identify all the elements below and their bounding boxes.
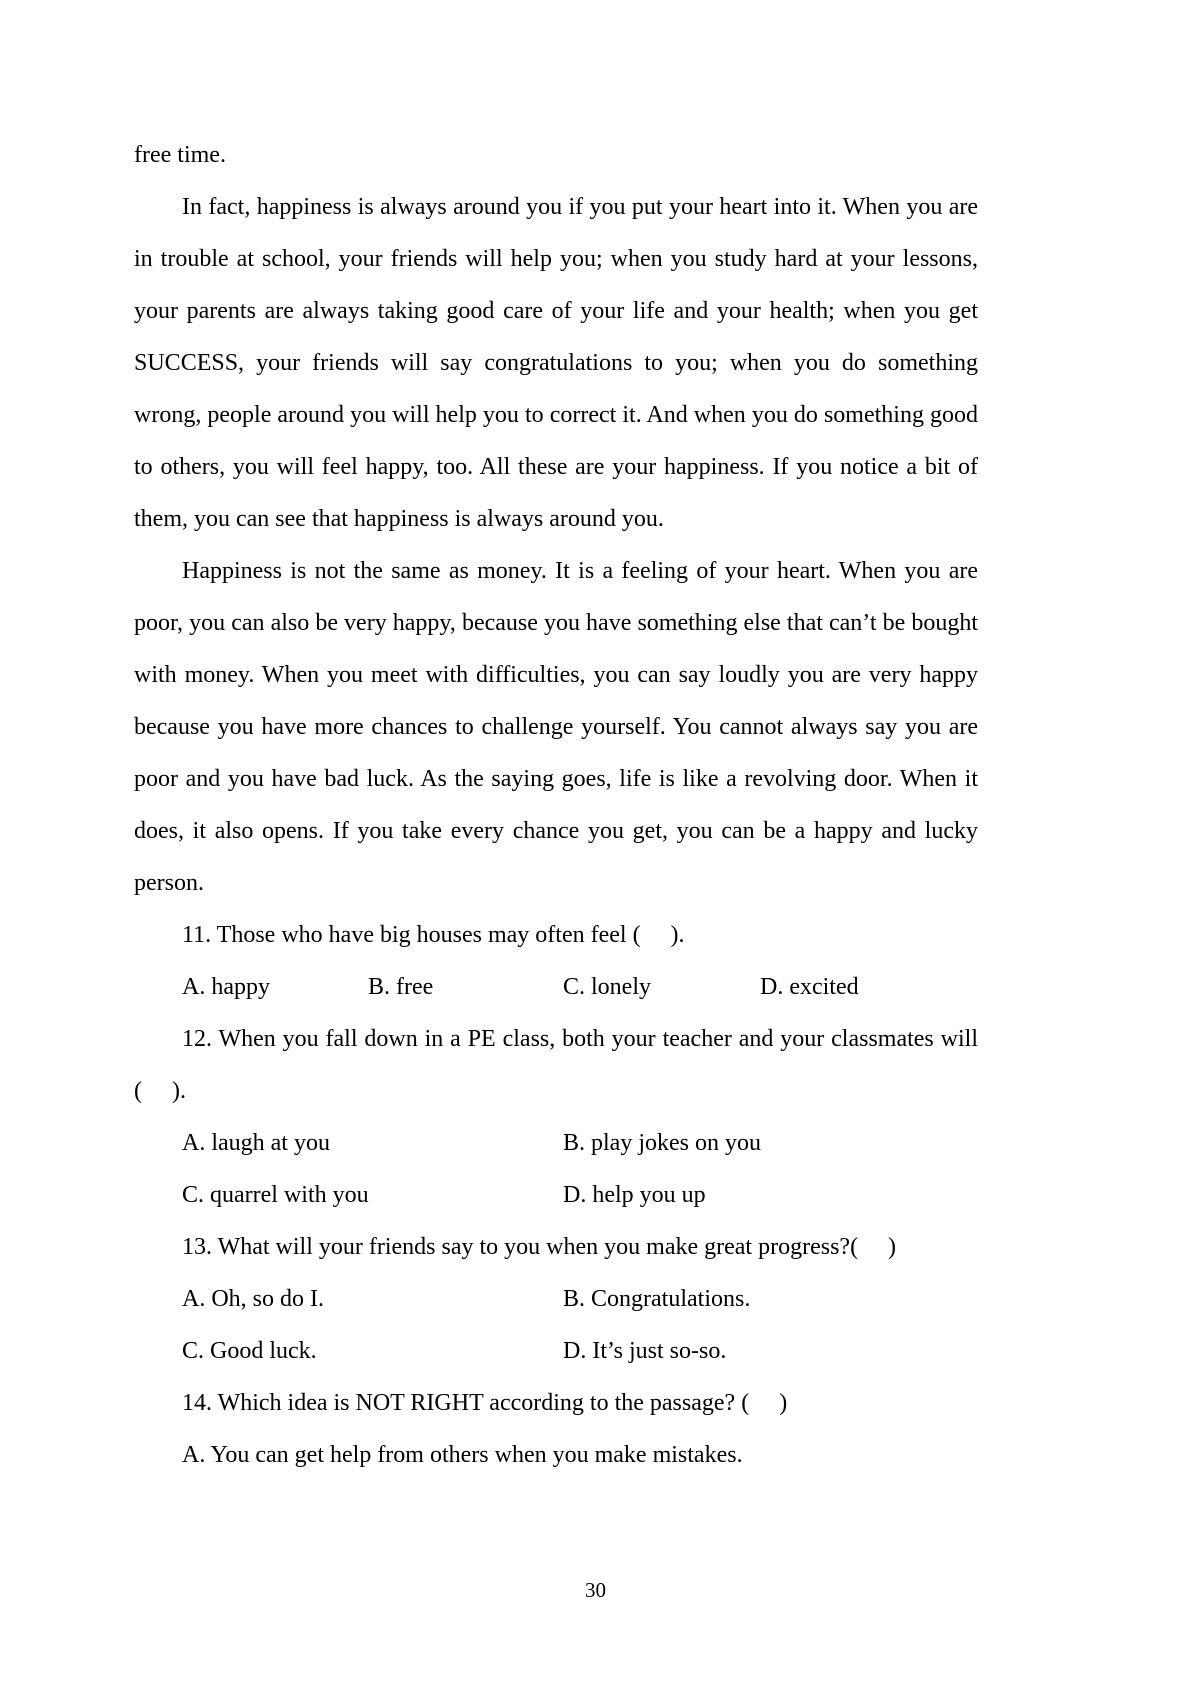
question-12-options-row-1: [134, 1117, 978, 1169]
question-13-options-row-2: [134, 1325, 978, 1377]
question-11-option-a: A. happy: [182, 974, 270, 1000]
passage-opening-fragment: free time.: [134, 142, 226, 168]
question-11-option-b: B. free: [368, 974, 434, 1000]
question-12-options-row-2: [134, 1169, 978, 1221]
page-number: 30: [585, 1578, 606, 1602]
passage-and-questions: [134, 129, 978, 1481]
question-11-options-row: [134, 961, 978, 1013]
passage-paragraph-2: Happiness is not the same as money. It is a feeling of your heart. When you are poor, you can also be very happy, because you have something else that can’t be bought with money. When you meet with difficulties, you can say loudly you are very happy because you have more chances to challenge yourself. You cannot always say you are poor and you have bad luck. As the saying goes, life is like a revolving door. When it does, it also opens. If you take every chance you get, you can be a happy and lucky person.: [134, 558, 978, 896]
question-12-option-b: B. play jokes on you: [563, 1130, 761, 1156]
question-13-option-d: D. It’s just so-so.: [563, 1338, 727, 1364]
question-12-option-a: A. laugh at you: [182, 1130, 330, 1156]
question-12-stem: 12. When you fall down in a PE class, both your teacher and your classmates will ( ).: [134, 1026, 978, 1104]
question-11-option-d: D. excited: [760, 974, 859, 1000]
question-13-options-row-1: [134, 1273, 978, 1325]
question-13-option-a: A. Oh, so do I.: [182, 1286, 324, 1312]
question-13-stem: 13. What will your friends say to you when you make great progress?( ): [182, 1234, 897, 1260]
question-14-option-a: A. You can get help from others when you make mistakes.: [182, 1442, 743, 1468]
question-11: [134, 909, 978, 1013]
passage-paragraph-1: In fact, happiness is always around you if you put your heart into it. When you are in trouble at school, your friends will help you; when you study hard at your lessons, your parents are always taking good care of your life and your health; when you get SUCCESS, your friends will say congratulations to you; when you do something wrong, people around you will help you to correct it. And when you do something good to others, you will feel happy, too. All these are your happiness. If you notice a bit of them, you can see that happiness is always around you.: [134, 194, 978, 532]
question-13-option-b: B. Congratulations.: [563, 1286, 751, 1312]
question-12: [134, 1013, 978, 1221]
question-11-option-c: C. lonely: [563, 974, 651, 1000]
question-14: [134, 1377, 978, 1481]
question-13: [134, 1221, 978, 1377]
question-13-option-c: C. Good luck.: [182, 1338, 317, 1364]
question-14-stem: 14. Which idea is NOT RIGHT according to the passage? ( ): [182, 1390, 788, 1416]
question-11-stem: 11. Those who have big houses may often feel ( ).: [182, 922, 685, 948]
question-12-option-d: D. help you up: [563, 1182, 706, 1208]
question-12-option-c: C. quarrel with you: [182, 1182, 369, 1208]
